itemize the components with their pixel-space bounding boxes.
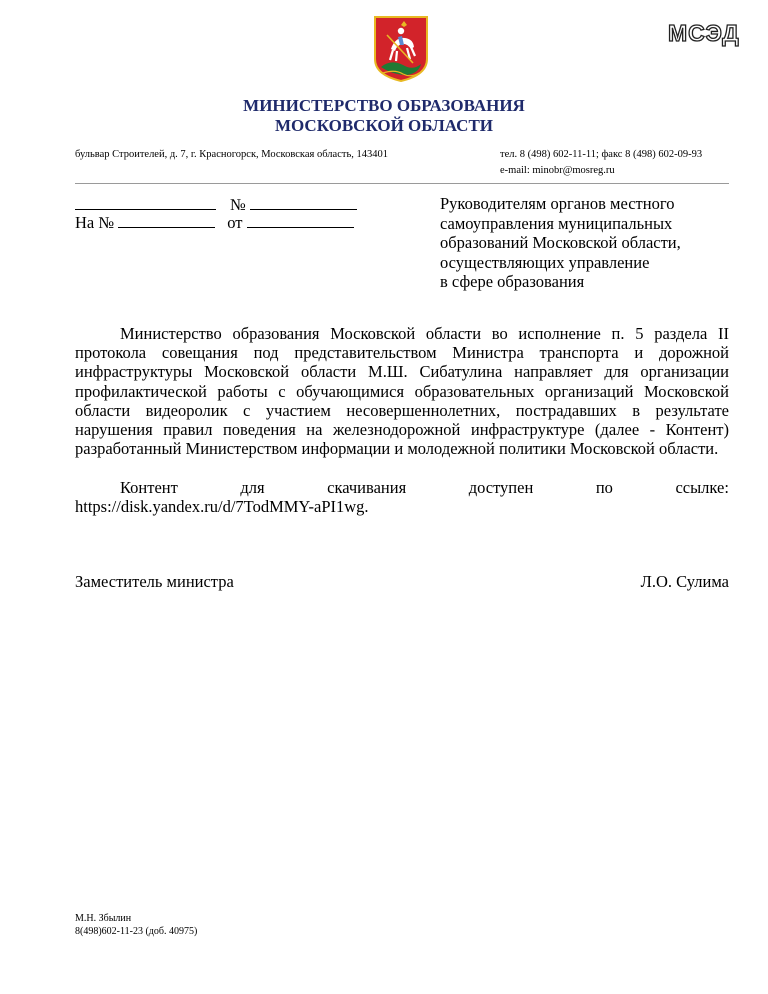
word: ссылке: (675, 478, 729, 497)
word: скачивания (327, 478, 407, 497)
word: доступен (468, 478, 534, 497)
ministry-title-line2: МОСКОВСКОЙ ОБЛАСТИ (274, 116, 494, 135)
addressee-block (440, 194, 681, 292)
on-number-blank (118, 215, 215, 228)
addressee-line: самоуправления муниципальных (440, 213, 673, 233)
addressee-line: осуществляющих управление (440, 252, 650, 272)
addressee-line: Руководителям органов местного (440, 194, 675, 213)
executor-block (75, 913, 197, 938)
registration-line-1 (75, 196, 357, 214)
signer-name: Л.О. Сулима (640, 572, 729, 591)
word: по (595, 478, 613, 497)
signer-position: Заместитель министра (75, 572, 234, 591)
addressee-line: образований Московской области, (440, 233, 681, 252)
ministry-title-line1: МИНИСТЕРСТВО ОБРАЗОВАНИЯ (243, 96, 525, 115)
number-sign: № (230, 195, 246, 214)
coat-of-arms-icon (373, 15, 429, 83)
date-blank (75, 197, 216, 210)
ministry-phones: тел. 8 (498) 602-11-11; факс 8 (498) 602-09-93 (500, 149, 703, 160)
on-number-label: На № (75, 213, 115, 232)
body-paragraph-2 (75, 478, 729, 516)
content-download-line (75, 478, 729, 497)
number-blank (250, 197, 357, 210)
executor-phone: 8(498)602-11-23 (доб. 40975) (75, 925, 198, 937)
body-paragraph-1: Министерство образования Московской области во исполнение п. 5 раздела II протокола совещания под представительством Министра транспорта и дорожной инфраструктуры Московской области М.Ш. Сибатулина направляет для организации профилактической работы с обучающимися образовательных организаций Московской области видеоролик с участием несовершеннолетних, пострадавших в результате нарушения правил поведения на железнодорожной инфраструктуре (далее - Контент) разработанный Министерством информации и молодежной политики Московской области. (75, 324, 729, 459)
ministry-email: e-mail: minobr@mosreg.ru (500, 165, 615, 176)
from-label: от (227, 213, 243, 232)
executor-name: М.Н. Збылин (75, 913, 132, 924)
registration-line-2 (75, 214, 354, 232)
ministry-address: бульвар Строителей, д. 7, г. Красногорск, Московская область, 143401 (75, 149, 388, 160)
addressee-line: в сфере образования (440, 272, 585, 291)
signature-block (75, 572, 729, 591)
download-link[interactable]: https://disk.yandex.ru/d/7TodMMY-aPI1wg. (75, 497, 369, 517)
msed-stamp: МСЭД (668, 20, 740, 46)
word: для (240, 478, 265, 497)
word: Контент (120, 478, 178, 497)
header-divider (75, 183, 729, 184)
from-blank (247, 215, 354, 228)
